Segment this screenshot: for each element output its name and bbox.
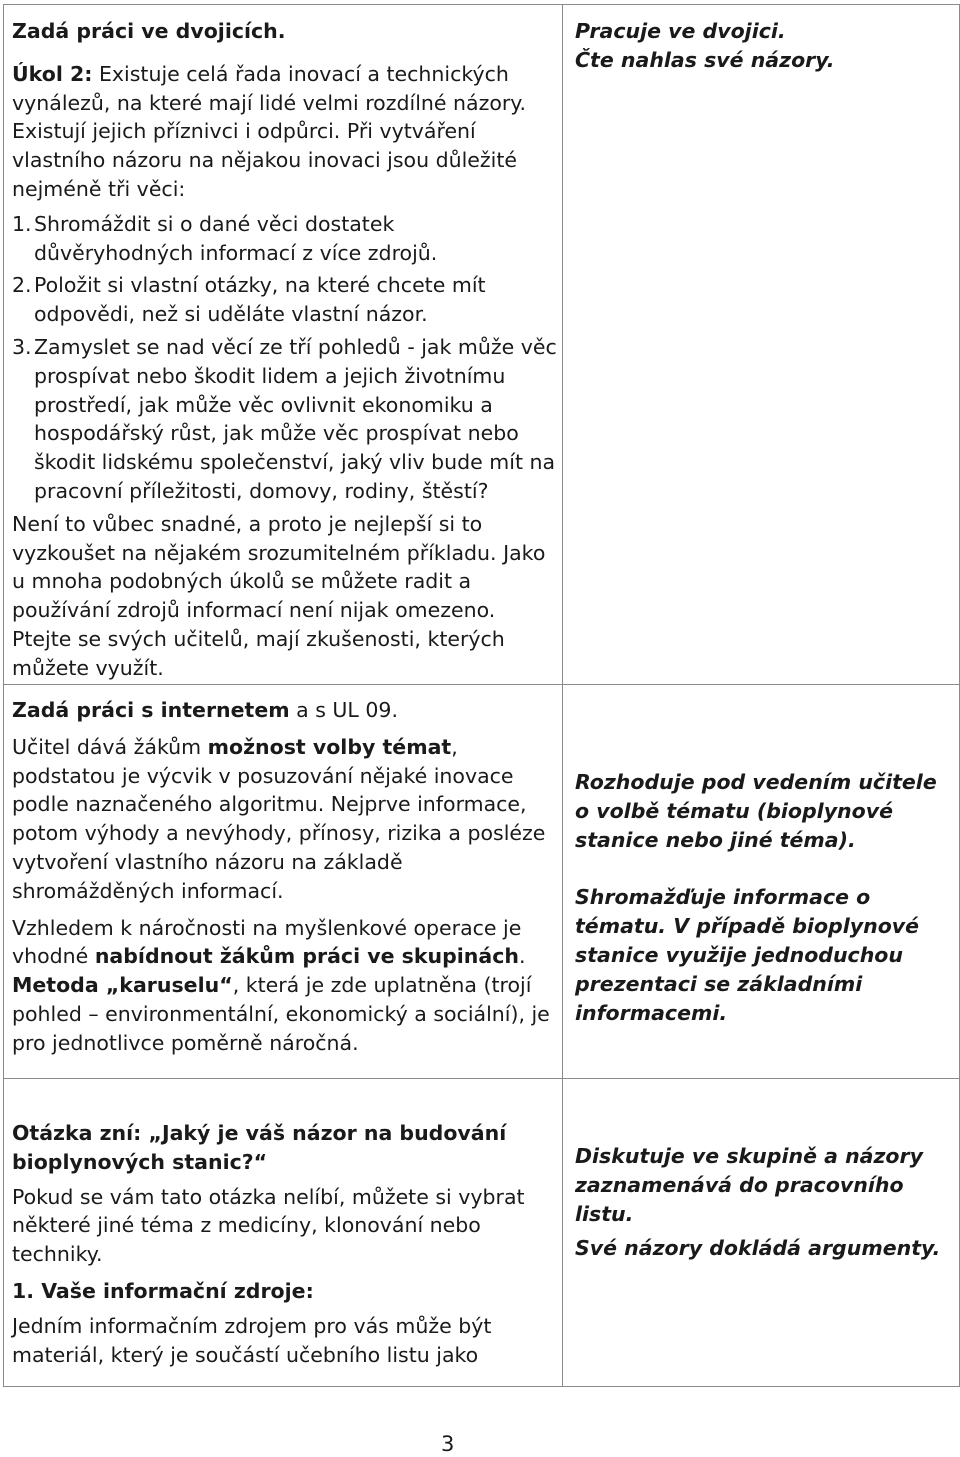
student-activity-line: Čte nahlas své názory.	[575, 47, 835, 72]
student-column-cell	[563, 5, 960, 685]
student-activity-line: Pracuje ve dvojici.	[575, 19, 786, 43]
steps-list	[12, 210, 558, 506]
text-span: Učitel dává žákům	[12, 734, 208, 759]
row2-heading-rest: a s UL 09.	[289, 698, 398, 722]
teacher-column-cell	[4, 1079, 563, 1387]
step-text: Zamyslet se nad věcí ze tří pohledů - jak může věc prospívat nebo škodit lidem a jejich životnímu prostředí, jak může věc ovlivnit ekonomiku a hospodářský růst, jak může věc prospívat nebo škodit lidskému společenství, jaký vliv bude mít na pracovní příležitosti, domovy, rodiny, štěstí?	[34, 334, 557, 503]
row3-paragraph-2: Jedním informačním zdrojem pro vás může být materiál, který je součástí učebního listu jako	[12, 1313, 492, 1367]
page-number: 3	[441, 1432, 455, 1456]
row2-paragraph-2	[12, 914, 558, 1058]
list-item	[12, 333, 558, 506]
student-column-cell	[563, 1079, 960, 1387]
step-text: Položit si vlastní otázky, na které chcete mít odpovědi, než si uděláte vlastní názor.	[34, 273, 486, 327]
question-text: Otázka zní: „Jaký je váš názor na budování bioplynových stanic?“	[12, 1121, 507, 1174]
table-row	[4, 1079, 960, 1387]
emphasis-text: nabídnout žákům práci ve skupinách	[94, 944, 519, 969]
table-row	[4, 685, 960, 1079]
text-span: Vzhledem k náročnosti na myšlenkové operace je vhodné	[12, 915, 522, 969]
teacher-column-cell	[4, 5, 563, 685]
row2-paragraph-1	[12, 733, 558, 906]
student-activity-paragraph: Své názory dokládá argumenty.	[575, 1236, 941, 1261]
lesson-plan-table	[3, 4, 960, 1387]
student-activity-paragraph: Shromažďuje informace o tématu. V případě bioplynové stanice využije jednoduchou prezentaci se základními informacemi.	[575, 885, 920, 1025]
emphasis-text: Metoda „karuselu“	[12, 973, 233, 998]
task-label: Úkol 2:	[12, 61, 93, 86]
student-activity-paragraph: Rozhoduje pod vedením učitele o volbě tématu (bioplynové stanice nebo jiné téma).	[575, 770, 937, 852]
step-number: 2.	[12, 273, 32, 298]
list-item	[12, 271, 558, 329]
closing-paragraph: Není to vůbec snadné, a proto je nejlepší si to vyzkoušet na nějakém srozumitelném příkladu. Jako u mnoha podobných úkolů se můžete radit a používání zdrojů informací není nijak omezeno. Ptejte se svých učitelů, mají zkušenosti, kterých můžete využít.	[12, 511, 546, 680]
student-activity-paragraph: Diskutuje ve skupině a názory zaznamenává do pracovního listu.	[575, 1144, 923, 1226]
text-span: , která je zde uplatněna (trojí pohled – environmentální, ekonomický a sociální), je pro jednotlivce poměrně náročná.	[12, 973, 550, 1055]
student-column-cell	[563, 685, 960, 1079]
row2-heading-bold: Zadá práci s internetem	[12, 698, 290, 722]
row3-paragraph-1: Pokud se vám tato otázka nelíbí, můžete si vybrat některé jiné téma z medicíny, klonování nebo techniky.	[12, 1184, 525, 1267]
task-text: Existuje celá řada inovací a technických vynálezů, na které mají lidé velmi rozdílné názory. Existují jejich příznivci i odpůrci. Při vytváření vlastního názoru na nějakou inovaci jsou důležité nejméně tři věci:	[12, 61, 527, 201]
step-text: Shromáždit si o dané věci dostatek důvěryhodných informací z více zdrojů.	[34, 211, 438, 265]
text-span: .	[518, 944, 526, 969]
table-row	[4, 5, 960, 685]
sources-heading: 1. Vaše informační zdroje:	[12, 1278, 314, 1303]
task-paragraph	[12, 60, 558, 204]
emphasis-text: možnost volby témat	[207, 734, 452, 759]
step-number: 3.	[12, 334, 32, 359]
step-number: 1.	[12, 211, 32, 236]
row1-heading: Zadá práci ve dvojicích.	[12, 19, 286, 43]
row2-heading	[12, 696, 558, 725]
text-span: , podstatou je výcvik v posuzování nějaké inovace podle naznačeného algoritmu. Nejprve informace, potom výhody a nevýhody, přínosy, rizika a posléze vytvoření vlastního názoru na základě shromážděných informací.	[12, 734, 546, 903]
teacher-column-cell	[4, 685, 563, 1079]
list-item	[12, 210, 558, 268]
